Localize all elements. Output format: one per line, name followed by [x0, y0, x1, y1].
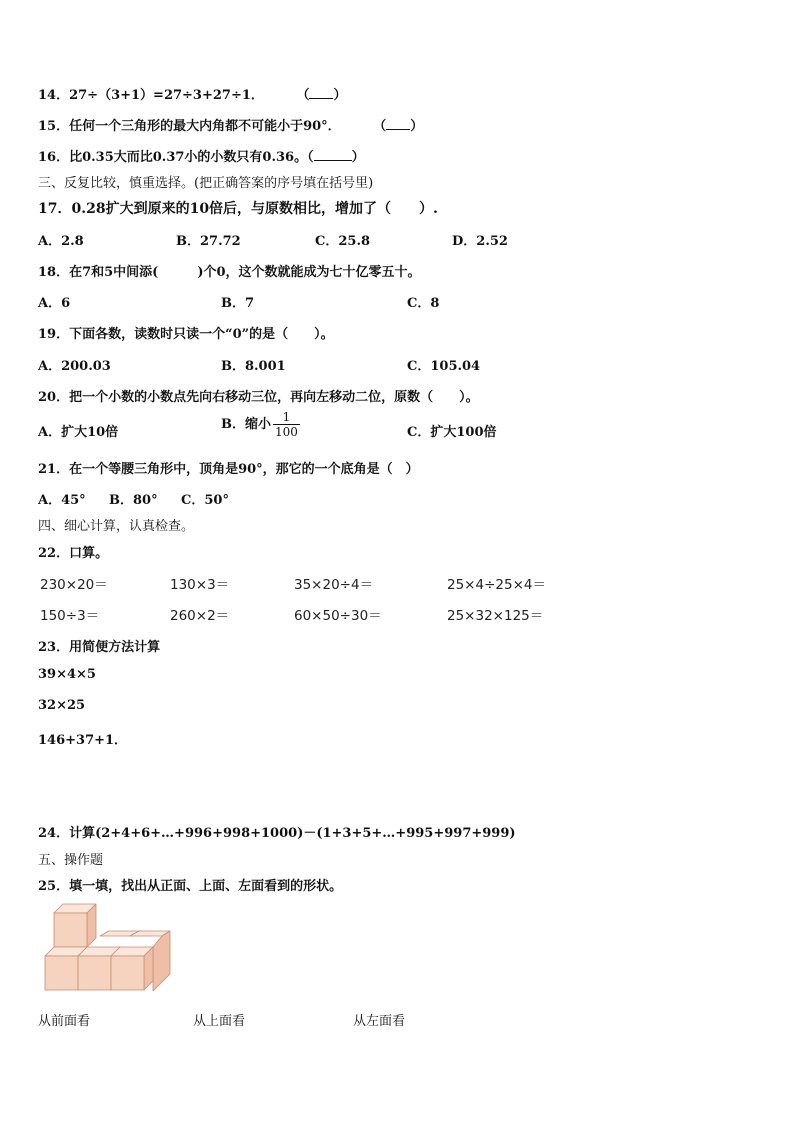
question-20-text: 20．把一个小数的小数点先向右移动三位，再向左移动二位，原数（ ）。	[38, 390, 479, 405]
paren-open: （	[296, 88, 310, 103]
option-b[interactable]: B．8.001	[221, 359, 286, 374]
option-a[interactable]: A．45°	[38, 493, 86, 508]
cube-front-face	[54, 913, 87, 947]
cube-front-face	[45, 956, 78, 990]
question-17-text: 17．0.28扩大到原来的10倍后，与原数相比，增加了（ ）.	[38, 201, 438, 217]
paren-close: ）	[410, 119, 424, 134]
question-25-text: 25．填一填，找出从正面、上面、左面看到的形状。	[38, 879, 343, 894]
question-24-text: 24．计算(2+4+6+…+996+998+1000)－(1+3+5+…+995+997+999)	[38, 826, 516, 841]
option-b[interactable]: B．27.72	[176, 234, 241, 249]
section-4-heading: 四、细心计算，认真检查。	[38, 519, 195, 534]
view-label-top: 从上面看	[193, 1014, 246, 1029]
mental-math-item: 260×2＝	[170, 608, 230, 624]
paren-open: （	[373, 119, 387, 134]
option-c[interactable]: C．50°	[181, 493, 229, 508]
paren-close: ）	[333, 88, 347, 103]
question-21-text: 21．在一个等腰三角形中，顶角是90°，那它的一个底角是（ ）	[38, 462, 419, 477]
mental-math-item: 25×4÷25×4＝	[447, 577, 546, 593]
view-label-front: 从前面看	[38, 1014, 91, 1029]
question-23-text: 23．用简便方法计算	[38, 640, 161, 655]
option-d[interactable]: D．2.52	[452, 234, 508, 249]
question-14-text: 14．27÷（3+1）=27÷3+27÷1．	[38, 88, 264, 103]
mental-math-item: 35×20÷4＝	[294, 577, 374, 593]
cube-side-face	[153, 931, 170, 991]
simplify-item: 32×25	[38, 698, 86, 713]
question-22-text: 22．口算。	[38, 546, 109, 561]
mental-math-item: 60×50÷30＝	[294, 608, 382, 624]
option-a[interactable]: A．6	[38, 296, 71, 311]
answer-blank[interactable]	[386, 118, 410, 130]
fraction	[273, 410, 300, 439]
option-c[interactable]: C．105.04	[407, 359, 481, 374]
option-c[interactable]: C．8	[407, 296, 440, 311]
answer-blank[interactable]	[309, 87, 333, 99]
simplify-item: 39×4×5	[38, 667, 96, 682]
option-a[interactable]: A．扩大10倍	[38, 425, 119, 440]
cube-front-face	[111, 956, 144, 990]
option-a[interactable]: A．200.03	[38, 359, 111, 374]
fraction-numerator: 1	[273, 410, 300, 425]
option-b[interactable]: B．7	[221, 296, 255, 311]
view-label-left: 从左面看	[353, 1014, 406, 1029]
cube-stack-figure	[42, 900, 172, 995]
mental-math-item: 130×3＝	[170, 577, 230, 593]
question-18-text: 18．在7和5中间添( )个0，这个数就能成为七十亿零五十。	[38, 265, 421, 280]
question-19-text: 19．下面各数，读数时只读一个“0”的是（ ）。	[38, 327, 334, 342]
paren-close: ）	[351, 150, 365, 165]
option-c[interactable]: C．扩大100倍	[407, 425, 497, 440]
fraction-denominator: 100	[275, 425, 298, 439]
question-15-text: 15．任何一个三角形的最大内角都不可能小于90°．	[38, 119, 341, 134]
option-b[interactable]	[221, 410, 300, 439]
option-c[interactable]: C．25.8	[315, 234, 371, 249]
question-15	[38, 115, 423, 134]
question-14	[38, 84, 346, 103]
simplify-item: 146+37+1．	[38, 733, 128, 748]
answer-blank[interactable]	[314, 149, 352, 161]
option-b-label: B．缩小	[221, 417, 271, 432]
option-b[interactable]: B．80°	[109, 493, 158, 508]
section-5-heading: 五、操作题	[38, 853, 104, 868]
question-16-text: 16．比0.35大而比0.37小的小数只有0.36。（	[38, 150, 314, 165]
mental-math-item: 230×20＝	[40, 577, 108, 593]
cube-front-face	[78, 956, 111, 990]
mental-math-item: 25×32×125＝	[447, 608, 544, 624]
mental-math-item: 150÷3＝	[40, 608, 100, 624]
section-3-heading: 三、反复比较，慎重选择。(把正确答案的序号填在括号里)	[38, 176, 374, 191]
option-a[interactable]: A．2.8	[38, 234, 84, 249]
question-16	[38, 146, 365, 165]
